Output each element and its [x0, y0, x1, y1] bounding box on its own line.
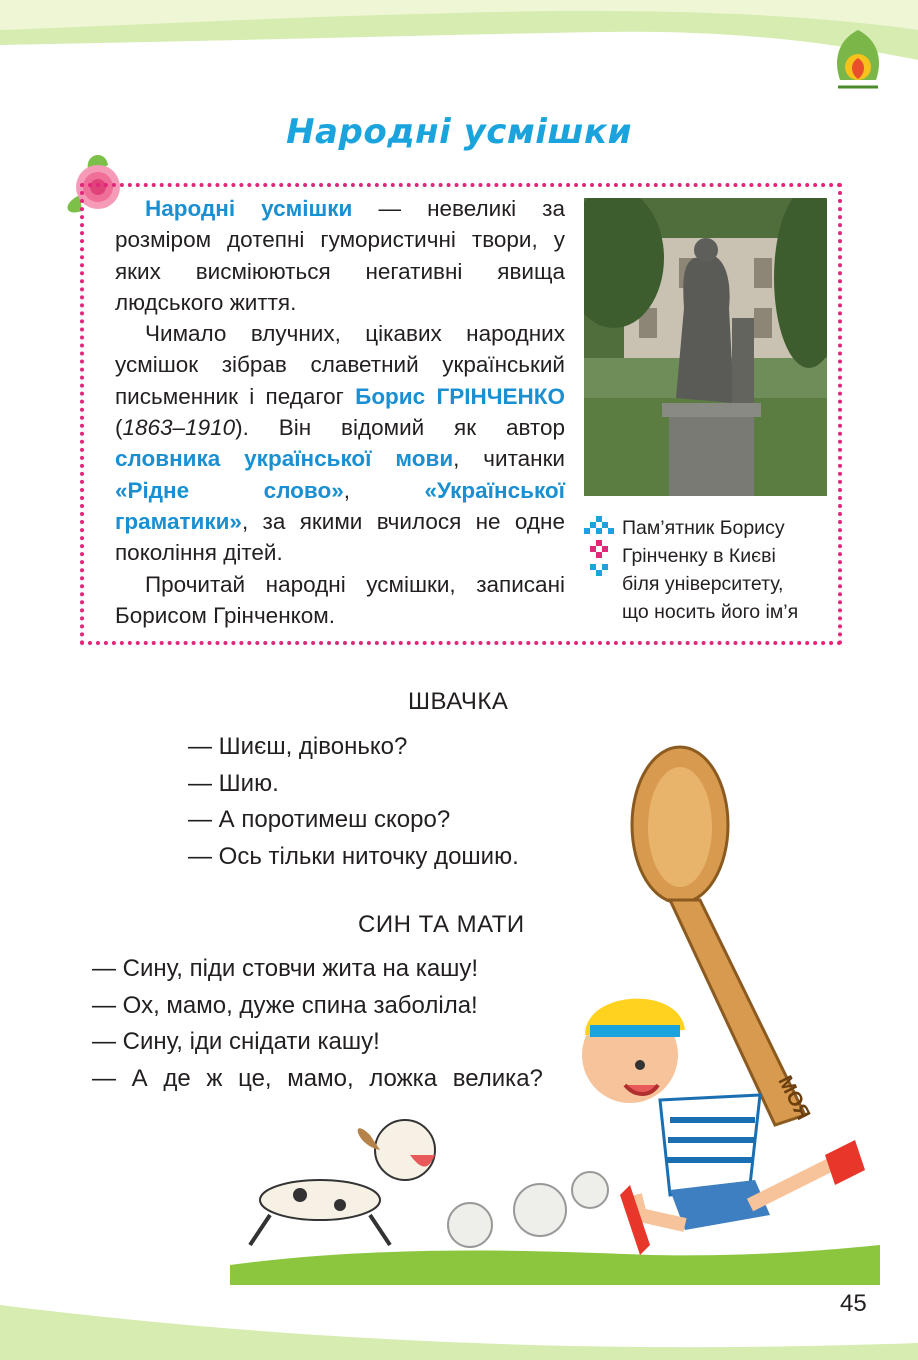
intro-paragraph-2	[115, 318, 565, 568]
poem-line: — А поротимеш скоро?	[188, 806, 451, 833]
page-number: 45	[840, 1290, 867, 1317]
intro-p2-text-e: , за якими вчилося не одне покоління дітей.	[115, 508, 565, 566]
intro-paragraph-1	[115, 193, 565, 318]
poem-line: — Ох, мамо, дуже спина заболіла!	[92, 992, 478, 1019]
poem-title: СИН ТА МАТИ	[358, 911, 525, 938]
intro-paragraph-3: Прочитай народні усмішки, записані Борисом Грінченком.	[115, 571, 565, 628]
intro-p2-text-c: , читанки	[453, 446, 565, 472]
work-grammar: «Української граматики»	[115, 477, 565, 534]
monument-photo	[584, 198, 827, 496]
poem-line: — Шиєш, дівонько?	[188, 733, 408, 760]
intro-p2-text-b: ). Він відомий як автор	[235, 415, 565, 441]
caption-line: Пам’ятник Борису	[622, 517, 785, 539]
ornament-icon	[584, 516, 614, 576]
ornament-icon	[828, 25, 888, 100]
poem-line: — Сину, іди снідати кашу!	[92, 1028, 380, 1055]
poem-line: — Ось тільки ниточку дошию.	[188, 843, 519, 870]
photo-caption	[622, 514, 837, 626]
bottom-wave-decoration	[0, 1285, 918, 1360]
author-years: 1863–1910	[122, 415, 236, 441]
term-highlight: Народні усмішки	[145, 196, 353, 221]
caption-line: біля університету,	[622, 573, 784, 595]
poem-title: ШВАЧКА	[408, 688, 509, 715]
intro-text	[115, 193, 565, 631]
work-dictionary: словника української мови	[115, 446, 454, 472]
intro-p2-text-a: Чимало влучних, цікавих народних усмішок зібрав славетний український письменник і педагог	[115, 321, 565, 409]
poem-line: — Сину, піди стовчи жита на кашу!	[92, 955, 479, 982]
caption-line: Грінченку в Києві	[622, 545, 776, 567]
intro-p2-text-d: ,	[343, 477, 425, 503]
top-wave-decoration	[0, 0, 918, 110]
caption-line: що носить його ім’я	[622, 601, 799, 623]
spoon-label: МОЯ	[773, 1072, 815, 1124]
intro-p1-text: — невеликі за розміром дотепні гумористичні твори, у яких висміюються негативні явища людського життя.	[115, 196, 566, 315]
work-reader: «Рідне слово»	[115, 477, 344, 503]
author-name: Борис ГРІНЧЕНКО	[355, 383, 566, 409]
poem-line: — Шию.	[188, 770, 279, 797]
page-title: Народні усмішки	[286, 112, 632, 152]
intro-p2-paren: (	[115, 415, 123, 441]
poem-line: — А де ж це, мамо, ложка велика?	[92, 1065, 543, 1092]
